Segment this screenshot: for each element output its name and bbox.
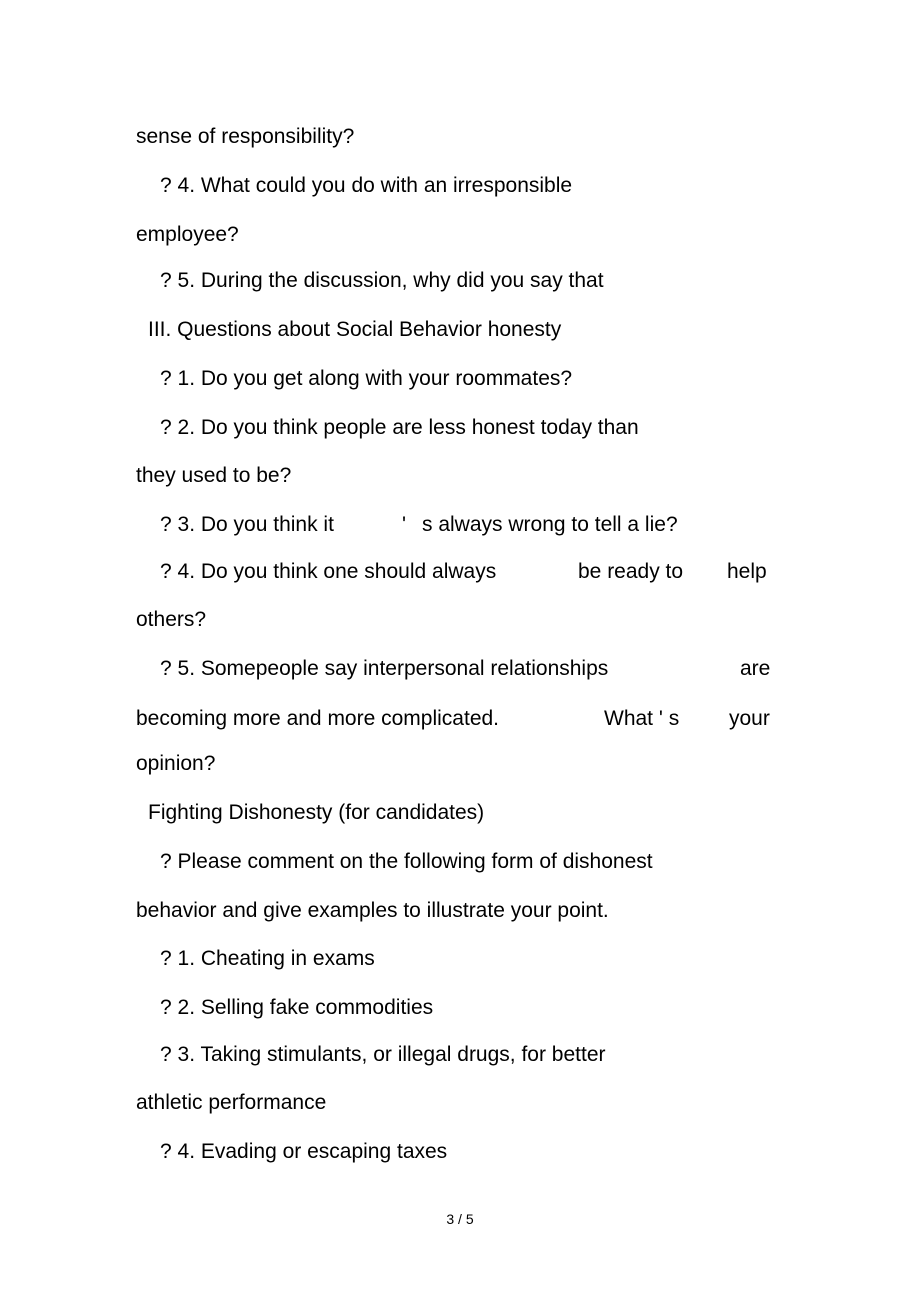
text-line: sense of responsibility?: [136, 125, 355, 148]
question-item: ? 2. Do you think people are less honest today than: [160, 416, 639, 439]
question-item: ? 5. Somepeople say interpersonal relationships: [160, 657, 609, 680]
question-item: ? 4. What could you do with an irresponsible: [160, 174, 573, 197]
text-line: athletic performance: [136, 1091, 327, 1114]
apostrophe-fragment: ': [402, 513, 407, 536]
question-item: ? 2. Selling fake commodities: [160, 996, 434, 1019]
question-item: ? 1. Cheating in exams: [160, 947, 375, 970]
section-heading: Fighting Dishonesty (for candidates): [148, 801, 485, 824]
question-item: ? 4. Do you think one should always: [160, 560, 497, 583]
text-line: opinion?: [136, 752, 216, 775]
question-item: ? 1. Do you get along with your roommates?: [160, 367, 573, 390]
question-item: ? Please comment on the following form of dishonest: [160, 850, 653, 873]
question-item: ? 5. During the discussion, why did you say that: [160, 269, 604, 292]
text-line: others?: [136, 608, 207, 631]
text-line: employee?: [136, 223, 239, 246]
page-number: 3 / 5: [446, 1211, 474, 1227]
question-item: ? 3. Taking stimulants, or illegal drugs, for better: [160, 1043, 606, 1066]
text-fragment: be ready to: [578, 560, 684, 583]
question-item: ? 4. Evading or escaping taxes: [160, 1140, 448, 1163]
section-heading: III. Questions about Social Behavior honesty: [148, 318, 562, 341]
text-fragment: s always wrong to tell a lie?: [422, 513, 678, 536]
text-fragment: your: [729, 707, 770, 730]
text-line: they used to be?: [136, 464, 292, 487]
text-fragment: help: [727, 560, 767, 583]
text-fragment: are: [740, 657, 771, 680]
text-line: becoming more and more complicated.: [136, 707, 500, 730]
question-item: ? 3. Do you think it: [160, 513, 334, 536]
text-fragment: What ' s: [604, 707, 680, 730]
text-line: behavior and give examples to illustrate your point.: [136, 899, 609, 922]
